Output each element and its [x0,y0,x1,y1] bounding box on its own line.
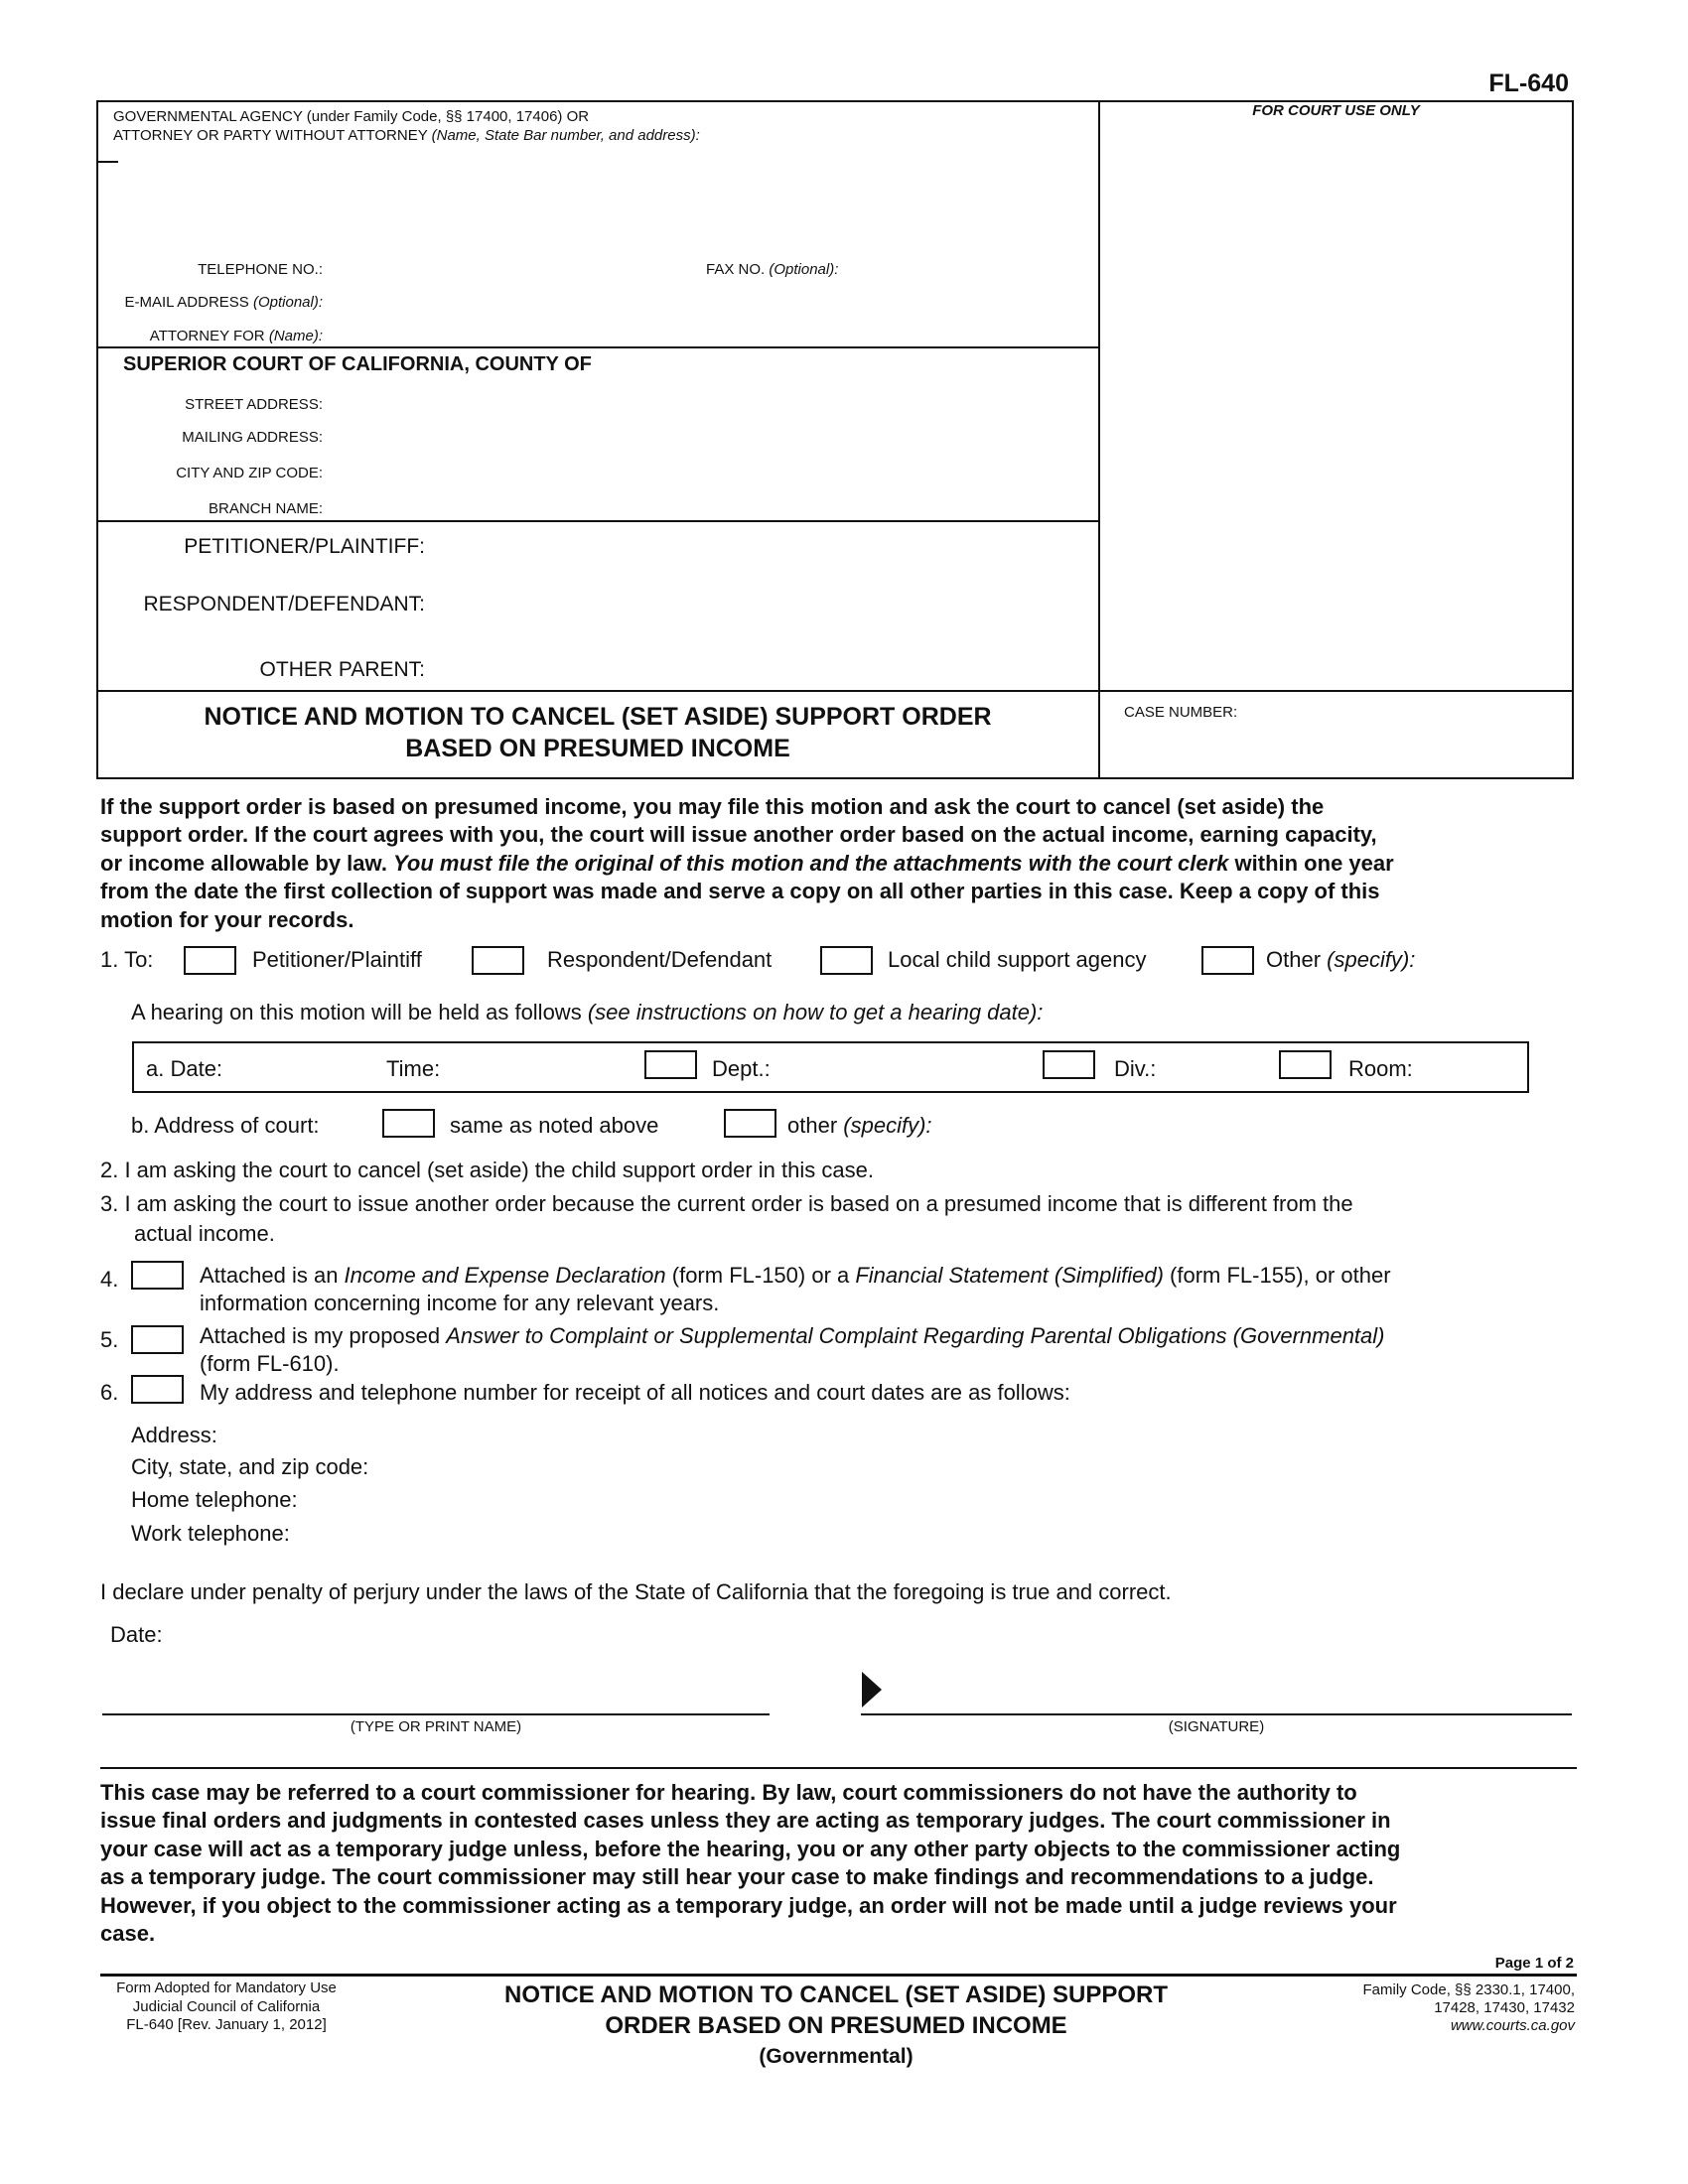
checkbox-item5[interactable] [131,1325,184,1354]
address-label: Address: [131,1423,217,1447]
div-label: Div.: [1114,1056,1157,1081]
other-parent-label: OTHER PARENT: [259,658,425,681]
form-number: FL-640 [1488,69,1569,97]
item6-text: My address and telephone number for receipt of all notices and court dates are as follows: [200,1380,1070,1405]
option-label: Local child support agency [888,947,1147,972]
checkbox-same-address[interactable] [382,1109,435,1138]
dept-label: Dept.: [712,1056,771,1081]
checkbox-item6[interactable] [131,1375,184,1404]
item2-text: 2. I am asking the court to cancel (set aside) the child support order in this case. [100,1158,874,1182]
street-label: STREET ADDRESS: [185,396,323,413]
work-phone-label: Work telephone: [131,1521,290,1546]
item5-number: 5. [100,1327,119,1352]
checkbox-agency[interactable] [820,946,873,975]
footer-title: NOTICE AND MOTION TO CANCEL (SET ASIDE) SUPPORT [503,1981,1169,2008]
item4-text: information concerning income for any relevant years. [200,1291,720,1315]
time-label: Time: [386,1056,441,1081]
option-label: Respondent/Defendant [547,947,773,972]
item3-text: actual income. [134,1221,275,1246]
item5-text: Attached is my proposed Answer to Complaint or Supplemental Complaint Regarding Parental Obligations (Governmental) [200,1323,1385,1348]
court-name: SUPERIOR COURT OF CALIFORNIA, COUNTY OF [123,353,592,375]
footer-link[interactable]: www.courts.ca.gov [1450,2017,1575,2034]
intro-paragraph: If the support order is based on presumed income, you may file this motion and ask the court to cancel (set aside) the support order. If the court agrees with you, the court will issue another order based on the actual income, earning capacity, or income allowable by law. You must file the original of this motion and the attachments with the court clerk within one year from the date the first collection of support was made and serve a copy on all other parties in this case. Keep a copy of this motion for your records. [100,794,1394,932]
divider [96,346,1099,348]
item4-text: Attached is an Income and Expense Declaration (form FL-150) or a Financial Statement (Simplified) (form FL-155), or other [200,1263,1391,1288]
checkbox-other[interactable] [1201,946,1254,975]
print-name-caption: (TYPE OR PRINT NAME) [350,1718,522,1735]
hearing-text: A hearing on this motion will be held as follows (see instructions on how to get a hearing date): [131,1000,1044,1024]
item3-text: 3. I am asking the court to issue another order because the current order is based on a presumed income that is different from the [100,1191,1353,1216]
petitioner-label: PETITIONER/PLAINTIFF: [184,535,425,558]
item6-number: 6. [100,1380,119,1405]
item1-label: 1. To: [100,947,154,972]
attorney-label: ATTORNEY OR PARTY WITHOUT ATTORNEY (Name, State Bar number, and address): [113,127,700,144]
telephone-label: TELEPHONE NO.: [198,261,323,278]
email-label: E-MAIL ADDRESS (Optional): [124,294,323,311]
room-label: Room: [1348,1056,1413,1081]
checkbox-div[interactable] [1043,1050,1095,1079]
checkbox-other-address[interactable] [724,1109,776,1138]
option-label: Petitioner/Plaintiff [252,947,422,972]
mailing-label: MAILING ADDRESS: [182,429,323,446]
item5-text: (form FL-610). [200,1351,340,1376]
home-phone-label: Home telephone: [131,1487,298,1512]
checkbox-room[interactable] [1279,1050,1332,1079]
date-label: Date: [110,1622,163,1647]
same-address-label: same as noted above [450,1113,659,1138]
footer-rule [100,1974,1577,1977]
checkbox-item4[interactable] [131,1261,184,1290]
signature-line[interactable] [861,1713,1572,1715]
footer-title: ORDER BASED ON PRESUMED INCOME [605,2012,1067,2039]
declaration-text: I declare under penalty of perjury under the laws of the State of California that the foregoing is true and correct. [100,1579,1172,1604]
address-of-court-label: b. Address of court: [131,1113,320,1138]
attorney-for-label: ATTORNEY FOR (Name): [149,328,323,344]
respondent-label: RESPONDENT/DEFENDANT: [143,593,425,615]
city-label: CITY AND ZIP CODE: [176,465,323,481]
footer-left: Judicial Council of California [132,1998,321,2015]
city-label: City, state, and zip code: [131,1454,369,1479]
form-title: BASED ON PRESUMED INCOME [405,735,790,762]
fax-label: FAX NO. (Optional): [706,261,839,278]
commissioner-notice: This case may be referred to a court commissioner for hearing. By law, court commissioners do not have the authority to issue final orders and judgments in contested cases unless they are acting as temporary judges. The court commissioner in your case will act as a temporary judge unless, before the hearing, you or any other party objects to the commissioner acting as a temporary judge. The court commissioner may still hear your case to make findings and recommendations to a judge. However, if you object to the commissioner acting as a temporary judge, an order will not be made until a judge reviews your case. [100,1780,1401,1947]
form-title: NOTICE AND MOTION TO CANCEL (SET ASIDE) SUPPORT ORDER [204,703,992,731]
footer-subtitle: (Governmental) [759,2045,914,2068]
other-address-label: other (specify): [787,1113,932,1138]
divider [98,161,118,163]
signature-caption: (SIGNATURE) [1168,1718,1265,1735]
branch-label: BRANCH NAME: [208,500,323,517]
checkbox-petitioner[interactable] [184,946,236,975]
divider [1098,100,1100,777]
footer-right: Family Code, §§ 2330.1, 17400, [1362,1981,1575,1998]
case-number-label: CASE NUMBER: [1124,704,1238,721]
signature-arrow-icon [862,1672,882,1707]
checkbox-respondent[interactable] [472,946,524,975]
footer-left: Form Adopted for Mandatory Use [116,1979,337,1996]
divider [100,1767,1577,1769]
name-line[interactable] [102,1713,770,1715]
divider [96,690,1572,692]
footer-left: FL-640 [Rev. January 1, 2012] [126,2016,327,2033]
footer-right: 17428, 17430, 17432 [1434,1999,1575,2016]
item4-number: 4. [100,1267,119,1292]
divider [96,520,1099,522]
agency-label: GOVERNMENTAL AGENCY (under Family Code, §§ 17400, 17406) OR [113,108,590,125]
court-use-label: FOR COURT USE ONLY [1252,102,1420,119]
checkbox-dept[interactable] [644,1050,697,1079]
page-number: Page 1 of 2 [1494,1955,1574,1972]
option-label: Other (specify): [1266,947,1416,972]
date-label: a. Date: [146,1056,223,1081]
